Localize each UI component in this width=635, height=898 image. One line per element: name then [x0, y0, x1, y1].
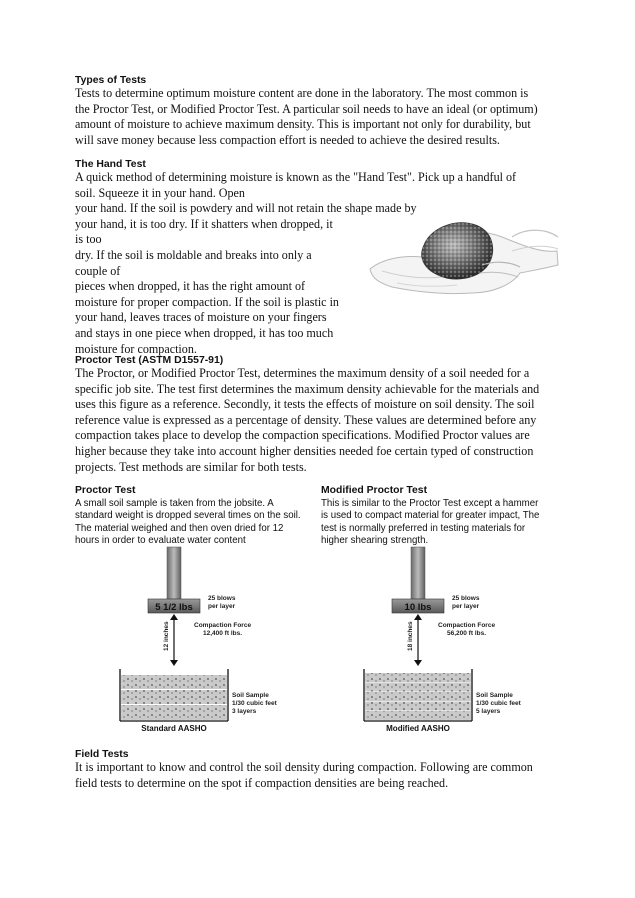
- text-line: couple of: [75, 263, 121, 278]
- diagram-caption: Standard AASHO: [141, 724, 207, 733]
- sample-label: 1/30 cubic feet: [476, 700, 521, 707]
- rammer-rod: [167, 547, 181, 599]
- text-line: the Proctor Test, or Modified Proctor Test. A particular soil needs to have an ideal (or optimum): [75, 101, 538, 116]
- text-line: soil. Squeeze it in your hand. Open: [75, 185, 245, 200]
- text-line: is too: [75, 232, 102, 247]
- text-line: field tests to determine on the spot if compaction densities are being reached.: [75, 775, 449, 790]
- soil-layer: [365, 692, 471, 701]
- field-paragraph: [75, 760, 533, 791]
- sample-label: Soil Sample: [476, 692, 513, 699]
- weight-label: 5 1/2 lbs: [155, 602, 193, 613]
- blows-label: per layer: [452, 603, 480, 610]
- standard-aasho-diagram: [110, 545, 285, 735]
- text-line: your hand, leaves traces of moisture on your fingers: [75, 310, 327, 325]
- text-line: The Proctor, or Modified Proctor Test, determines the maximum density of a soil needed for a: [75, 366, 530, 380]
- text-line: your hand, it is too dry. If it shatters when dropped, it: [75, 216, 333, 231]
- text-line: higher shearing strength.: [321, 535, 429, 547]
- text-line: and stays in one piece when dropped, it has too much: [75, 325, 334, 340]
- sample-label: 3 layers: [232, 708, 257, 715]
- text-line: A small soil sample is taken from the jobsite. A: [75, 498, 274, 509]
- text-line: compaction takes place to develop the compaction specifications. Modified Proctor values are: [75, 428, 530, 443]
- text-line: This is similar to the Proctor Test except a hammer: [321, 498, 539, 509]
- text-line: is used to compact material for greater impact, The: [321, 510, 540, 522]
- field-heading: Field Tests: [75, 749, 129, 760]
- soil-layer: [365, 673, 471, 682]
- left-column-heading: Proctor Test: [75, 485, 136, 496]
- proctor-paragraph: [75, 366, 539, 475]
- text-line: your hand. If the soil is powdery and will not retain the shape made by: [75, 201, 417, 216]
- blows-label: 25 blows: [208, 595, 236, 602]
- right-column-heading: Modified Proctor Test: [321, 485, 428, 496]
- force-label: Compaction Force: [438, 622, 496, 629]
- text-line: A quick method of determining moisture is known as the "Hand Test". Pick up a handful of: [75, 170, 517, 184]
- text-line: reference value is expressed as a percentage of density. These values are determined before any: [75, 412, 537, 427]
- text-line: amount of moisture to achieve maximum density. This is important not only for durability, but: [75, 117, 531, 132]
- text-line: hours in order to evaluate water content: [75, 535, 246, 547]
- blows-label: per layer: [208, 603, 236, 610]
- text-line: test is normally preferred in testing materials for: [321, 522, 526, 534]
- soil-layer: [365, 702, 471, 711]
- text-line: dry. If the soil is moldable and breaks into only a: [75, 247, 312, 262]
- proctor-heading: Proctor Test (ASTM D1557-91): [75, 355, 224, 366]
- diagram-caption: Modified AASHO: [386, 724, 450, 733]
- text-line: higher because they take into account higher densities needed foe certain typed of construction: [75, 443, 534, 458]
- weight-label: 10 lbs: [404, 602, 432, 613]
- types-heading: Types of Tests: [75, 75, 147, 86]
- text-line: uses this figure as a reference. Secondly, it tests the effects of moisture on soil density. The soil: [75, 397, 535, 412]
- soil-layer: [121, 675, 227, 689]
- text-line: moisture for proper compaction. If the soil is plastic in: [75, 294, 339, 309]
- hand-heading: The Hand Test: [75, 159, 146, 170]
- soil-layer: [365, 711, 471, 720]
- text-line: The material weighed and then oven dried for 12: [75, 522, 284, 534]
- rammer-rod: [411, 547, 425, 599]
- drop-height-label: 18 inches: [407, 621, 414, 651]
- text-line: pieces when dropped, it has the right amount of: [75, 279, 306, 294]
- sample-label: 5 layers: [476, 708, 501, 715]
- soil-layer: [121, 705, 227, 720]
- force-label: 56,200 ft lbs.: [447, 630, 487, 637]
- text-line: moisture for compaction.: [75, 341, 197, 356]
- force-label: 12,400 ft lbs.: [203, 630, 243, 637]
- text-line: will save money because less compaction effort is needed to achieve the desired results.: [75, 132, 500, 147]
- blows-label: 25 blows: [452, 595, 480, 602]
- soil-layer: [365, 683, 471, 692]
- left-column: [75, 485, 301, 548]
- types-paragraph: [75, 86, 538, 148]
- sample-label: Soil Sample: [232, 692, 269, 699]
- hand-soil-illustration: [362, 207, 562, 302]
- force-label: Compaction Force: [194, 622, 252, 629]
- text-line: standard weight is dropped several times on the soil.: [75, 510, 301, 522]
- text-line: projects. Test methods are similar for both tests.: [75, 459, 307, 474]
- text-line: It is important to know and control the soil density during compaction. Following are common: [75, 760, 533, 774]
- text-line: Tests to determine optimum moisture content are done in the laboratory. The most common is: [75, 86, 529, 100]
- text-line: specific job site. The test first determines the maximum density achievable for the materials and: [75, 381, 540, 396]
- sample-label: 1/30 cubic feet: [232, 700, 277, 707]
- soil-layer: [121, 690, 227, 704]
- drop-height-label: 12 inches: [163, 621, 170, 651]
- modified-aasho-diagram: [354, 545, 534, 735]
- right-column: [321, 485, 539, 548]
